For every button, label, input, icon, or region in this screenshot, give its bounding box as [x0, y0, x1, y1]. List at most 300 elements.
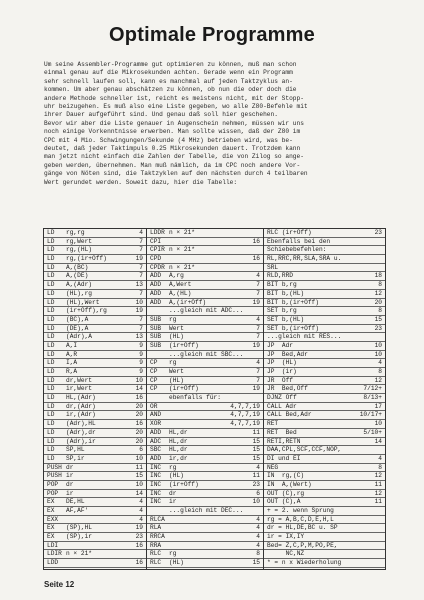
mnemonic: ADD	[150, 298, 162, 306]
table-row	[44, 420, 146, 429]
operand: JP (HL)	[267, 359, 297, 367]
cycles: 11	[135, 463, 143, 471]
table-row	[264, 264, 385, 273]
cycles: 14	[135, 489, 143, 497]
table-row	[264, 229, 385, 238]
operand: DE,HL	[66, 498, 85, 506]
operand: (HL),rg	[66, 289, 92, 297]
operand: dr	[66, 480, 74, 488]
intro-line: einmal genau auf die Mikrosekunden achten. Gerade wenn ein Programm	[44, 69, 293, 77]
cycles: 15	[252, 559, 260, 567]
mnemonic: LD	[47, 350, 55, 358]
table-row	[147, 481, 263, 490]
mnemonic: SUB	[150, 341, 162, 349]
operand: RL,RRC,RR,SLA,SRA u.	[267, 255, 342, 263]
mnemonic: LD	[47, 298, 55, 306]
table-row	[264, 307, 385, 316]
table-row	[44, 255, 146, 264]
table-row	[264, 377, 385, 386]
table-row	[147, 281, 263, 290]
mnemonic: LD	[47, 376, 55, 384]
operand: NEG	[267, 463, 279, 471]
operand: I,A	[66, 359, 78, 367]
table-row	[147, 498, 263, 507]
table-row	[44, 411, 146, 420]
mnemonic: INC	[150, 498, 162, 506]
cycles: 8	[378, 281, 382, 289]
operand: (HL)	[169, 376, 184, 384]
operand: NC,NZ	[267, 550, 305, 558]
operand: CALL Adr	[267, 402, 297, 410]
intro-line: Bevor wir aber die Liste genauer in Augenschein nehmen, müssen wir uns	[44, 119, 304, 127]
mnemonic: SUB	[150, 315, 162, 323]
table-row	[264, 333, 385, 342]
table-row	[264, 351, 385, 360]
operand: OUT (C),A	[267, 498, 301, 506]
cycles: 4	[378, 359, 382, 367]
cycles: 7	[139, 237, 143, 245]
operand: CALL Bed,Adr	[267, 411, 312, 419]
operand: (Adr),dr	[66, 428, 96, 436]
operand: (ir+Off)	[169, 480, 199, 488]
operand: IN rg,(C)	[267, 472, 305, 480]
mnemonic: SUB	[150, 324, 162, 332]
mnemonic: LD	[47, 359, 55, 367]
mnemonic: XOR	[150, 420, 162, 428]
table-row	[147, 550, 263, 559]
operand: rg = A,B,C,D,E,H,L	[267, 515, 334, 523]
operand: A,rg	[169, 272, 184, 280]
table-row	[44, 229, 146, 238]
table-row	[44, 550, 146, 559]
table-row	[44, 316, 146, 325]
table-row	[44, 342, 146, 351]
table-row	[264, 246, 385, 255]
operand: dr,(Adr)	[66, 402, 96, 410]
cycles: 19	[252, 341, 260, 349]
mnemonic: SUB	[150, 333, 162, 341]
cycles: 15	[252, 454, 260, 462]
operand: (ir+Off),rg	[66, 307, 107, 315]
cycles: 13	[135, 333, 143, 341]
mnemonic: LD	[47, 281, 55, 289]
operand: (Adr),A	[66, 333, 92, 341]
cycles: 16	[252, 255, 260, 263]
cycles: 7	[256, 368, 260, 375]
mnemonic: ADC	[150, 437, 162, 445]
cycles: 23	[374, 324, 382, 332]
operand: rg,(ir+Off)	[66, 255, 107, 263]
operand: ir,(Adr)	[66, 411, 96, 419]
table-row	[264, 464, 385, 473]
table-row	[147, 411, 263, 420]
cycles: 4	[256, 463, 260, 471]
intro-line: geben werden, übernehmen. Man muß nämlich, da im CPC noch andere Vor-	[44, 161, 301, 169]
table-row	[44, 238, 146, 247]
mnemonic: ADD	[150, 281, 162, 289]
table-column-2	[147, 229, 264, 569]
mnemonic: LD	[47, 324, 55, 332]
mnemonic: LD	[47, 289, 55, 297]
intro-line: CPC mit 4 Mio. Schwingungen/Sekunde (4 MHz) betrieben wird, was be-	[44, 136, 293, 144]
operand: A,(ir+Off)	[169, 298, 207, 306]
operand: * = n x Wiederholung	[267, 559, 342, 567]
cycles: 4	[256, 541, 260, 549]
mnemonic: LD	[47, 446, 55, 454]
operand: OUT (C),rg	[267, 489, 305, 497]
operand: SET b,rg	[267, 307, 297, 315]
cycles: 8	[378, 463, 382, 471]
page-title: Optimale Programme	[109, 24, 315, 46]
operand: ...gleich mit ADC...	[169, 307, 244, 315]
cycles: 4	[256, 515, 260, 523]
mnemonic: POP	[47, 489, 59, 497]
cycles: 4	[139, 229, 143, 236]
cycles: 7	[139, 246, 143, 254]
cycles: 23	[374, 229, 382, 236]
table-row	[264, 481, 385, 490]
table-row	[147, 446, 263, 455]
table-row	[44, 325, 146, 334]
table-row	[147, 229, 263, 238]
table-row	[147, 255, 263, 264]
operand: n × 21*	[66, 550, 92, 558]
operand: SP,HL	[66, 446, 85, 454]
table-row	[264, 550, 385, 559]
operand: rg,(HL)	[66, 246, 92, 254]
operand: HL,dr	[169, 428, 188, 436]
operand: (HL)	[169, 333, 184, 341]
table-row	[44, 559, 146, 568]
cycles: 11	[374, 498, 382, 506]
cycles: 19	[135, 255, 143, 263]
table-row	[264, 281, 385, 290]
intro-line: Wert gerundet werden. Soweit dazu, hier die Tabelle:	[44, 178, 238, 186]
cycles: 7/12+	[363, 385, 382, 393]
cycles: 4	[256, 359, 260, 367]
operand: HL,dr	[169, 437, 188, 445]
cycles: 7	[139, 289, 143, 297]
cycles: 5/10+	[363, 428, 382, 436]
mnemonic: RLC	[150, 550, 162, 558]
operand: JP Adr	[267, 341, 293, 349]
cycles: 16	[252, 237, 260, 245]
mnemonic: LD	[47, 263, 55, 271]
cycles: 7	[256, 289, 260, 297]
operand: (BC),A	[66, 315, 89, 323]
operand: (HL)	[169, 472, 184, 480]
cycles: 14	[374, 437, 382, 445]
table-row	[147, 290, 263, 299]
table-row	[44, 446, 146, 455]
cycles: 10	[135, 376, 143, 384]
cycles: 16	[135, 541, 143, 549]
cycles: 4	[256, 524, 260, 532]
table-row	[44, 377, 146, 386]
mnemonic: PUSH	[47, 472, 62, 480]
operand: Ebenfalls bei den	[267, 237, 331, 245]
cycles: 10	[135, 454, 143, 462]
operand: ir	[169, 498, 177, 506]
table-row	[264, 325, 385, 334]
mnemonic: ADD	[150, 289, 162, 297]
table-row	[44, 464, 146, 473]
cycles: 7	[256, 324, 260, 332]
table-row	[264, 394, 385, 403]
cycles: 17	[374, 402, 382, 410]
cycles: 10/17+	[359, 411, 382, 419]
cycles: 10	[135, 298, 143, 306]
table-row	[147, 246, 263, 255]
mnemonic: LD	[47, 272, 55, 280]
table-row	[264, 507, 385, 516]
mnemonic: ADD	[150, 272, 162, 280]
table-row	[44, 472, 146, 481]
table-row	[44, 429, 146, 438]
operand: n × 21*	[169, 246, 195, 254]
operand: n × 21*	[169, 229, 195, 236]
operand: SRL	[267, 263, 279, 271]
operand: (Adr),HL	[66, 420, 96, 428]
table-row	[264, 403, 385, 412]
table-row	[264, 516, 385, 525]
cycles: 19	[135, 307, 143, 315]
intro-line: man jetzt nicht einfach die Zahlen der Tabelle, die von Zilog so ange-	[44, 153, 304, 161]
operand: A,R	[66, 350, 78, 358]
operand: BIT b,rg	[267, 281, 297, 289]
operand: ir,dr	[169, 454, 188, 462]
operand: ir	[66, 489, 74, 497]
table-row	[44, 516, 146, 525]
operand: RET	[267, 420, 279, 428]
table-row	[147, 438, 263, 447]
operand: A,Wert	[169, 281, 192, 289]
operand: (HL)	[169, 559, 184, 567]
mnemonic: LD	[47, 237, 55, 245]
operand: SET b,(HL)	[267, 315, 305, 323]
operand: Wert	[169, 324, 184, 332]
operand: HL,dr	[169, 446, 188, 454]
table-row	[264, 420, 385, 429]
cycles: 9	[139, 350, 143, 358]
mnemonic: LD	[47, 341, 55, 349]
operand: ...gleich mit SBC...	[169, 350, 244, 358]
table-row	[44, 438, 146, 447]
operand: SP,ir	[66, 454, 85, 462]
operand: dr	[169, 489, 177, 497]
table-row	[44, 490, 146, 499]
cycles: 20	[135, 437, 143, 445]
cycles: 4	[139, 498, 143, 506]
operand: rg,rg	[66, 229, 85, 236]
mnemonic: LD	[47, 229, 55, 236]
cycles: 15	[135, 472, 143, 480]
table-row	[44, 264, 146, 273]
operand: RET Bed	[267, 428, 297, 436]
operand: rg	[169, 359, 177, 367]
table-row	[147, 307, 263, 316]
operand: (SP),ir	[66, 533, 92, 541]
table-row	[264, 342, 385, 351]
cycles: 4,7,7,19	[230, 420, 260, 428]
mnemonic: PUSH	[47, 463, 62, 471]
operand: n × 21*	[169, 263, 195, 271]
table-row	[147, 524, 263, 533]
table-column-1	[44, 229, 147, 569]
mnemonic: LD	[47, 333, 55, 341]
cycles: 4	[139, 515, 143, 523]
intro-line: uhr beizugehen. Es muß also eine Liste gegeben, wo alle Z80-Befehle mit	[44, 103, 308, 111]
operand: ir	[66, 472, 74, 480]
cycles: 19	[135, 524, 143, 532]
table-row	[44, 385, 146, 394]
cycles: 16	[135, 394, 143, 402]
mnemonic: LD	[47, 437, 55, 445]
instruction-table	[43, 228, 386, 570]
table-row	[147, 238, 263, 247]
operand: rg	[169, 315, 177, 323]
mnemonic: CPD	[150, 255, 162, 263]
operand: (ir+Off)	[169, 341, 199, 349]
operand: JR Off	[267, 376, 293, 384]
table-row	[44, 359, 146, 368]
mnemonic: RLC	[150, 559, 162, 567]
operand: IN A,(Wert)	[267, 480, 312, 488]
mnemonic: LD	[47, 454, 55, 462]
mnemonic: LD	[47, 385, 55, 393]
operand: rg,Wert	[66, 237, 92, 245]
mnemonic: EX	[47, 524, 55, 532]
cycles: 7	[139, 324, 143, 332]
mnemonic: CP	[150, 385, 158, 393]
table-row	[264, 359, 385, 368]
mnemonic: LD	[47, 402, 55, 410]
table-row	[44, 281, 146, 290]
operand: DAA,CPL,SCF,CCF,NOP,	[267, 446, 342, 454]
mnemonic: LD	[47, 307, 55, 315]
table-row	[264, 255, 385, 264]
operand: A,(BC)	[66, 263, 89, 271]
table-row	[264, 542, 385, 551]
table-row	[264, 490, 385, 499]
cycles: 19	[252, 298, 260, 306]
table-row	[147, 385, 263, 394]
table-row	[264, 524, 385, 533]
mnemonic: CPI	[150, 237, 162, 245]
operand: dr	[66, 463, 74, 471]
table-row	[264, 299, 385, 308]
mnemonic: CPIR	[150, 246, 165, 254]
table-row	[147, 516, 263, 525]
cycles: 11	[374, 480, 382, 488]
table-row	[264, 411, 385, 420]
cycles: 4,7,7,19	[230, 411, 260, 419]
cycles: 10	[252, 498, 260, 506]
table-row	[147, 533, 263, 542]
mnemonic: LD	[47, 411, 55, 419]
table-row	[147, 394, 263, 403]
operand: DI und EI	[267, 454, 301, 462]
operand: JP Bed,Adr	[267, 350, 308, 358]
intro-line: kommen. Um aber genau abschätzen zu können, ob nun die oder doch die	[44, 86, 297, 94]
operand: A,(Adr)	[66, 281, 92, 289]
mnemonic: CPDR	[150, 263, 165, 271]
operand: JP (ir)	[267, 368, 297, 375]
cycles: 9	[139, 368, 143, 375]
table-row	[44, 299, 146, 308]
operand: (ir+Off)	[169, 385, 199, 393]
mnemonic: RLA	[150, 524, 162, 532]
table-row	[44, 455, 146, 464]
table-row	[147, 325, 263, 334]
cycles: 13	[135, 281, 143, 289]
table-row	[147, 455, 263, 464]
cycles: 15	[374, 315, 382, 323]
table-row	[44, 498, 146, 507]
cycles: 19	[252, 385, 260, 393]
mnemonic: SBC	[150, 446, 162, 454]
cycles: 15	[252, 446, 260, 454]
table-column-3	[264, 229, 385, 569]
table-row	[264, 429, 385, 438]
table-row	[264, 455, 385, 464]
table-row	[147, 490, 263, 499]
cycles: 9	[139, 359, 143, 367]
operand: rg	[169, 463, 177, 471]
mnemonic: LD	[47, 394, 55, 402]
mnemonic: CP	[150, 359, 158, 367]
cycles: 12	[374, 376, 382, 384]
intro-line: andere Methode schneller ist, reicht es meistens nicht, mit der Stopp-	[44, 94, 304, 102]
operand: A,(DE)	[66, 272, 89, 280]
operand: dr,Wert	[66, 376, 92, 384]
mnemonic: EXX	[47, 515, 59, 523]
mnemonic: EX	[47, 498, 55, 506]
intro-line: gänge von Nöten sind, die Taktzyklen auf den nächsten durch 4 teilbaren	[44, 170, 308, 178]
cycles: 20	[135, 402, 143, 410]
table-row	[264, 238, 385, 247]
cycles: 11	[252, 472, 260, 480]
operand: BIT b,(HL)	[267, 289, 305, 297]
mnemonic: EX	[47, 533, 55, 541]
mnemonic: LD	[47, 255, 55, 263]
mnemonic: RRCA	[150, 533, 165, 541]
mnemonic: LDIR	[47, 550, 62, 558]
intro-line: Um seine Assembler-Programme gut optimieren zu können, muß man schon	[44, 61, 297, 68]
mnemonic: RRA	[150, 541, 162, 549]
cycles: 7	[256, 376, 260, 384]
cycles: 8	[256, 550, 260, 558]
table-row	[44, 272, 146, 281]
cycles: 7	[256, 333, 260, 341]
cycles: 6	[139, 446, 143, 454]
operand: JR Bed,Off	[267, 385, 308, 393]
cycles: 4,7,7,19	[230, 402, 260, 410]
table-row	[147, 472, 263, 481]
table-row	[44, 290, 146, 299]
cycles: 16	[135, 559, 143, 567]
intro-text	[44, 61, 390, 187]
cycles: 7	[139, 263, 143, 271]
intro-line: ihrer Dauer aufgeführt sind. Und genau daß soll hier geschehen.	[44, 111, 278, 119]
operand: ...gleich mit RES...	[267, 333, 342, 341]
operand: Wert	[169, 368, 184, 375]
table-row	[147, 420, 263, 429]
mnemonic: CP	[150, 368, 158, 375]
cycles: 14	[135, 385, 143, 393]
mnemonic: INC	[150, 463, 162, 471]
table-row	[44, 351, 146, 360]
